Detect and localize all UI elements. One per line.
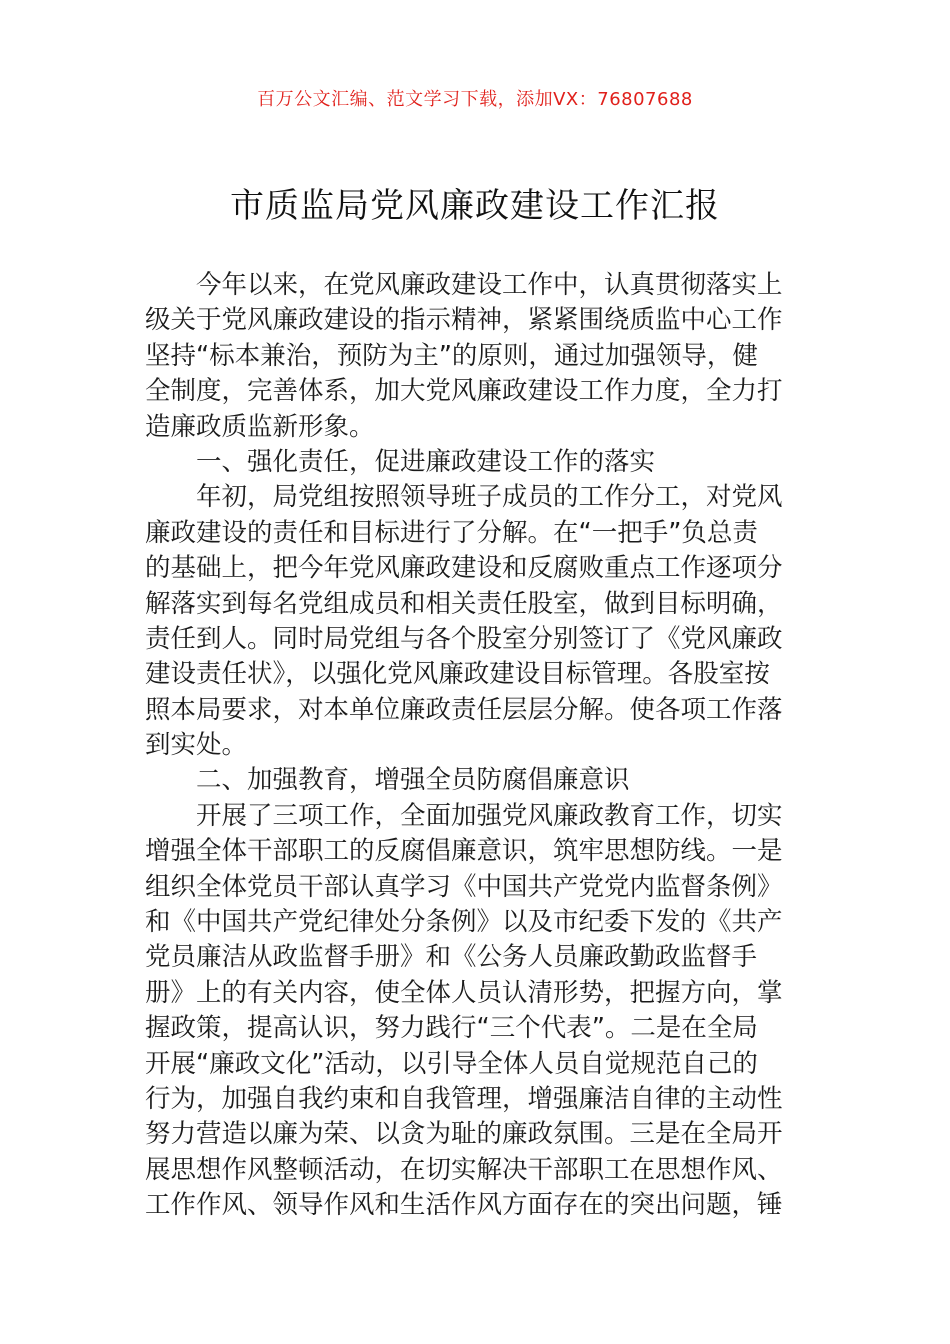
paragraph-line: 建设责任状》，以强化党风廉政建设目标管理。各股室按 — [145, 659, 770, 690]
paragraph-line: 廉政建设的责任和目标进行了分解。在“一把手”负总责 — [145, 517, 758, 548]
document-body — [145, 268, 807, 1224]
header-watermark-note: 百万公文汇编、范文学习下载，添加VX：76807688 — [257, 89, 693, 110]
paragraph-line: 照本局要求，对本单位廉政责任层层分解。使各项工作落 — [145, 694, 783, 725]
paragraph-line: 造廉政质监新形象。 — [145, 411, 375, 442]
paragraph-line: 努力营造以廉为荣、以贪为耻的廉政氛围。三是在全局开 — [145, 1119, 783, 1150]
paragraph-line: 今年以来，在党风廉政建设工作中，认真贯彻落实上 — [196, 270, 783, 300]
section-heading-2: 二、加强教育，增强全员防腐倡廉意识 — [196, 765, 630, 796]
paragraph-line: 责任到人。同时局党组与各个股室分别签订了《党风廉政 — [145, 623, 783, 654]
paragraph-line: 组织全体党员干部认真学习《中国共产党党内监督条例》 — [145, 871, 783, 902]
section-heading-1: 一、强化责任，促进廉政建设工作的落实 — [196, 446, 656, 477]
paragraph-line: 开展了三项工作，全面加强党风廉政教育工作，切实 — [196, 800, 783, 831]
paragraph-line: 展思想作风整顿活动，在切实解决干部职工在思想作风、 — [145, 1154, 783, 1185]
paragraph-line: 坚持“标本兼治，预防为主”的原则，通过加强领导，健 — [145, 340, 758, 371]
paragraph-line: 增强全体干部职工的反腐倡廉意识，筑牢思想防线。一是 — [145, 836, 783, 867]
paragraph-line: 工作作风、领导作风和生活作风方面存在的突出问题，锤 — [145, 1190, 783, 1221]
paragraph-line: 全制度，完善体系，加大党风廉政建设工作力度，全力打 — [145, 376, 783, 407]
document-title: 市质监局党风廉政建设工作汇报 — [230, 186, 720, 226]
paragraph-line: 党员廉洁从政监督手册》和《公务人员廉政勤政监督手 — [145, 942, 758, 973]
paragraph-line: 解落实到每名党组成员和相关责任股室，做到目标明确， — [145, 588, 783, 619]
paragraph-line: 的基础上，把今年党风廉政建设和反腐败重点工作逐项分 — [145, 553, 783, 584]
paragraph-line: 握政策，提高认识，努力践行“三个代表”。二是在全局 — [145, 1013, 758, 1044]
paragraph-line: 级关于党风廉政建设的指示精神，紧紧围绕质监中心工作 — [145, 305, 783, 336]
paragraph-line: 行为，加强自我约束和自我管理，增强廉洁自律的主动性 — [145, 1083, 783, 1114]
paragraph-line: 年初，局党组按照领导班子成员的工作分工，对党风 — [196, 482, 783, 513]
paragraph-line: 和《中国共产党纪律处分条例》以及市纪委下发的《共产 — [145, 907, 783, 938]
paragraph-line: 到实处。 — [145, 730, 248, 761]
paragraph-line: 开展“廉政文化”活动，以引导全体人员自觉规范自己的 — [145, 1048, 758, 1079]
paragraph-line: 册》上的有关内容，使全体人员认清形势，把握方向，掌 — [145, 977, 783, 1008]
